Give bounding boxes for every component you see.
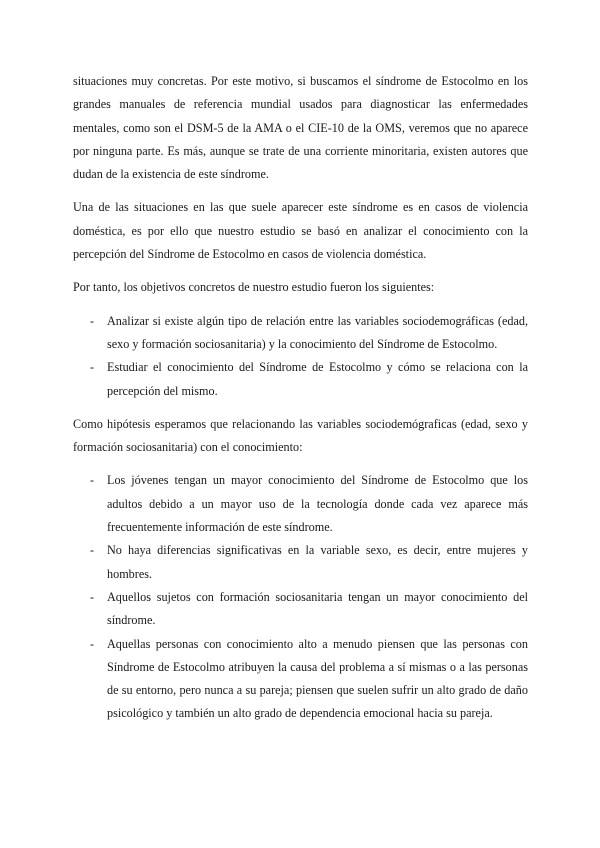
paragraph-hypotheses-intro: Como hipótesis esperamos que relacionando las variables sociodemógraficas (edad, sexo y formación sociosanitaria) con el conocimiento:	[73, 416, 528, 455]
list-item-text: Analizar si existe algún tipo de relación entre las variables sociodemográficas (edad, sexo y formación sociosanitaria) y la conocimiento del Síndrome de Estocolmo.	[107, 313, 528, 351]
list-item-text: No haya diferencias significativas en la variable sexo, es decir, entre mujeres y hombres.	[107, 543, 528, 581]
list-item-text: Aquellas personas con conocimiento alto a menudo piensen que las personas con Síndrome de Estocolmo atribuyen la causa del problema a sí mismas o a las personas de su entorno, pero nunca a su pareja; piensen que suelen sufrir un alto grado de daño psicológico y también un alto grado de dependencia emocional hacia su pareja.	[107, 636, 528, 721]
paragraph-domestic-violence: Una de las situaciones en las que suele aparecer este síndrome es en casos de violencia doméstica, es por ello que nuestro estudio se basó en analizar el conocimiento con la percepción del Síndrome de Estocolmo en casos de violencia doméstica.	[73, 200, 528, 262]
list-item	[73, 633, 528, 726]
bullet-dash: -	[90, 313, 95, 328]
document-page	[73, 70, 528, 726]
list-item	[73, 586, 528, 633]
objectives-list	[73, 310, 528, 403]
list-item-text: Estudiar el conocimiento del Síndrome de Estocolmo y cómo se relaciona con la percepción del mismo.	[107, 360, 528, 398]
list-item	[73, 539, 528, 586]
list-item-text: Los jóvenes tengan un mayor conocimiento del Síndrome de Estocolmo que los adultos debido a un mayor uso de la tecnología donde cada vez aparece más frecuentemente información de este síndrome.	[107, 473, 528, 535]
paragraph-objectives-intro: Por tanto, los objetivos concretos de nuestro estudio fueron los siguientes:	[73, 280, 435, 295]
list-item-text: Aquellos sujetos con formación sociosanitaria tengan un mayor conocimiento del síndrome.	[107, 589, 528, 628]
bullet-dash: -	[90, 360, 95, 375]
bullet-dash: -	[90, 636, 95, 651]
list-item	[73, 469, 528, 539]
bullet-dash: -	[90, 473, 95, 488]
bullet-dash: -	[90, 589, 95, 604]
paragraph-intro: situaciones muy concretas. Por este motivo, si buscamos el síndrome de Estocolmo en los grandes manuales de referencia mundial usados para diagnosticar las enfermedades mentales, como son el DSM-5 de la AMA o el CIE-10 de la OMS, veremos que no aparece por ninguna parte. Es más, aunque se trate de una corriente minoritaria, existen autores que dudan de la existencia de este síndrome.	[73, 74, 528, 182]
hypotheses-list	[73, 469, 528, 725]
bullet-dash: -	[90, 543, 95, 558]
list-item	[73, 356, 528, 403]
list-item	[73, 310, 528, 357]
